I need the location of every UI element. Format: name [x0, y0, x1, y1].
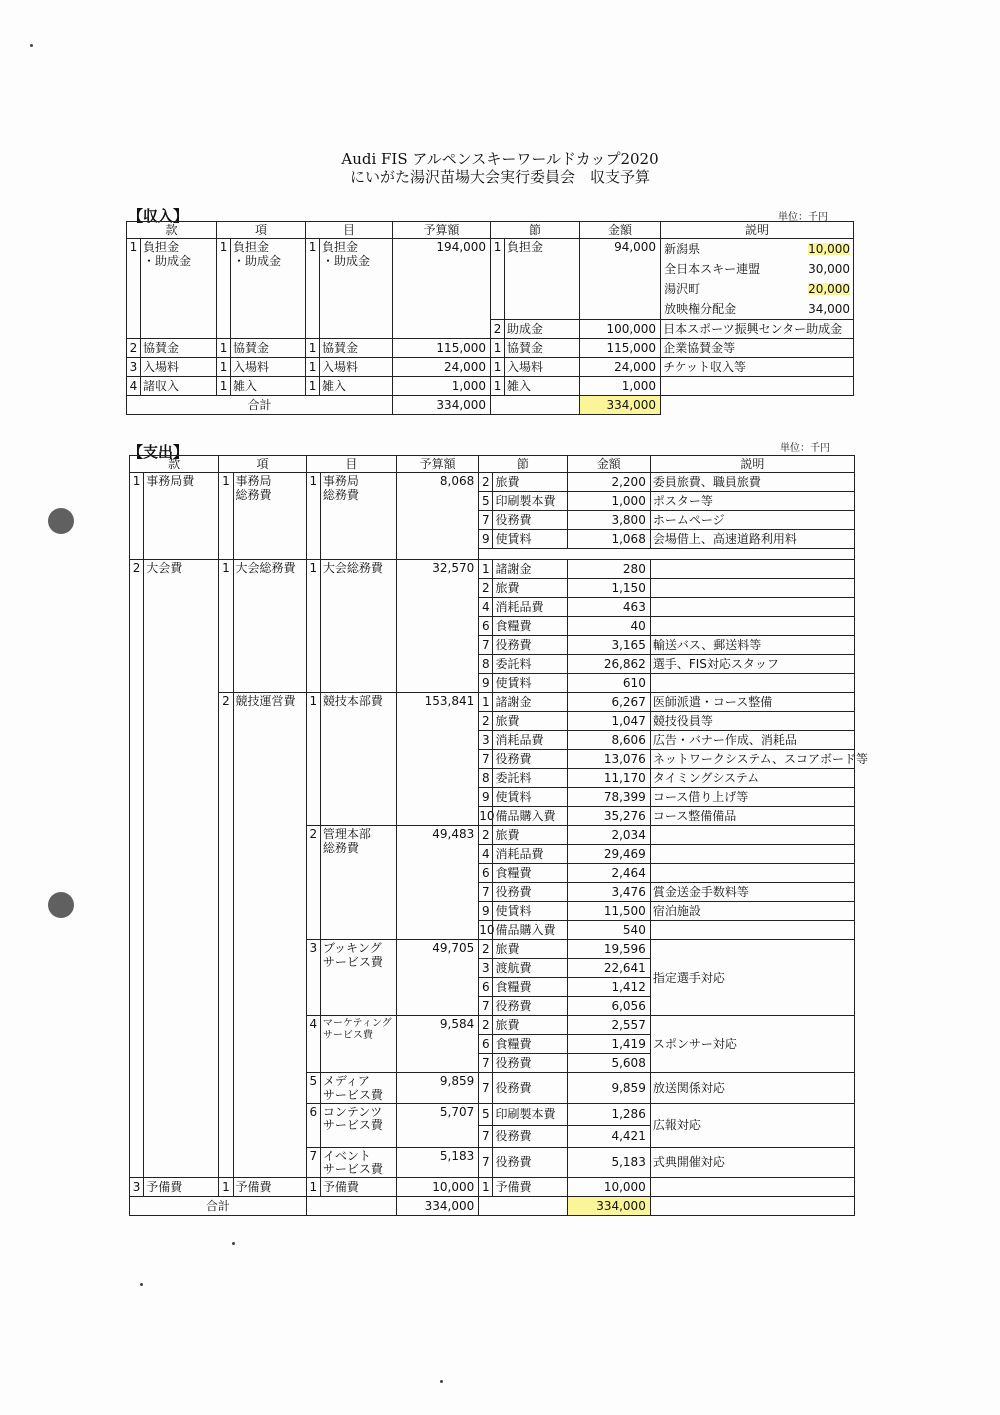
- amount-value: 8,606: [567, 731, 650, 750]
- kan-name: 協賛金: [141, 339, 217, 358]
- desc-text: [650, 560, 854, 579]
- kou-no: 1: [217, 358, 231, 377]
- desc-line: [663, 279, 851, 299]
- moku-name: メディア サービス費: [320, 1073, 396, 1104]
- setsu-name: 役務費: [493, 511, 567, 530]
- setsu-no: 9: [479, 674, 493, 693]
- income-row: [127, 239, 854, 320]
- amount-value: 24,000: [580, 358, 661, 377]
- setsu-name: 印刷製本費: [493, 492, 567, 511]
- expense-table: [129, 455, 868, 1216]
- moku-no: 3: [306, 940, 320, 1016]
- amount-value: 78,399: [567, 788, 650, 807]
- desc-text: コース借り上げ等: [650, 788, 854, 807]
- setsu-name: 協賛金: [505, 339, 580, 358]
- empty-cell: [491, 396, 580, 415]
- amount-value: 1,286: [567, 1103, 650, 1125]
- kou-no: 1: [219, 560, 233, 693]
- budget-value: 24,000: [393, 358, 491, 377]
- setsu-no: 2: [491, 320, 505, 339]
- moku-no: 2: [306, 826, 320, 940]
- desc-text: 広報対応: [650, 1103, 854, 1147]
- amount-value: 29,469: [567, 845, 650, 864]
- setsu-no: 6: [479, 617, 493, 636]
- desc-text: 式典開催対応: [650, 1147, 854, 1178]
- amount-value: 3,800: [567, 511, 650, 530]
- amount-value: 3,165: [567, 636, 650, 655]
- income-row: [127, 358, 854, 377]
- total-amount: 334,000: [567, 1197, 650, 1216]
- setsu-name: 諸謝金: [493, 560, 567, 579]
- desc-text: コース整備備品: [650, 807, 854, 826]
- amount-value: 94,000: [580, 239, 661, 320]
- setsu-name: 役務費: [493, 636, 567, 655]
- desc-item-name: 全日本スキー連盟: [664, 262, 761, 276]
- setsu-name: 食糧費: [493, 864, 567, 883]
- amount-value: 280: [567, 560, 650, 579]
- setsu-name: 旅費: [493, 1016, 567, 1035]
- setsu-no: 2: [479, 712, 493, 731]
- desc-line: [663, 299, 851, 319]
- moku-no: 1: [306, 560, 320, 693]
- desc-line: [663, 259, 851, 279]
- header-kan: 款: [127, 222, 217, 239]
- expense-section-label: 【支出】: [128, 443, 189, 461]
- empty-cell: [650, 1197, 854, 1216]
- moku-no: 6: [306, 1103, 320, 1147]
- amount-value: 11,170: [567, 769, 650, 788]
- kou-no: 1: [217, 239, 231, 339]
- moku-name: 大会総務費: [320, 560, 396, 693]
- setsu-no: 2: [479, 1016, 493, 1035]
- income-table: [126, 221, 854, 415]
- setsu-name: 旅費: [493, 579, 567, 598]
- expense-row: [130, 1178, 855, 1197]
- kan-name: 入場料: [141, 358, 217, 377]
- amount-value: 4,421: [567, 1125, 650, 1147]
- setsu-no: 9: [479, 788, 493, 807]
- setsu-no: 8: [479, 655, 493, 674]
- setsu-name: 役務費: [493, 997, 567, 1016]
- scan-speck: [140, 1283, 143, 1286]
- kan-no: 1: [130, 473, 144, 560]
- setsu-no: 5: [479, 1103, 493, 1125]
- moku-name: 雑入: [320, 377, 393, 396]
- kou-name: 入場料: [231, 358, 306, 377]
- total-amount: 334,000: [580, 396, 661, 415]
- amount-value: 9,859: [567, 1073, 650, 1104]
- scan-speck: [232, 1242, 235, 1245]
- moku-name: イベント サービス費: [320, 1147, 396, 1178]
- setsu-name: 旅費: [493, 473, 567, 492]
- desc-text: 輸送バス、郵送料等: [650, 636, 854, 655]
- expense-unit: 単位：千円: [780, 443, 830, 454]
- desc-text: 放送関係対応: [650, 1073, 854, 1104]
- kan-no: 4: [127, 377, 141, 396]
- amount-value: 3,476: [567, 883, 650, 902]
- doc-title-line1: Audi FIS アルペンスキーワールドカップ2020: [341, 150, 659, 168]
- amount-value: 1,412: [567, 978, 650, 997]
- header-kou: 項: [217, 222, 306, 239]
- setsu-name: 旅費: [493, 712, 567, 731]
- income-row: [127, 377, 854, 396]
- amount-value: 2,557: [567, 1016, 650, 1035]
- desc-text: 医師派遣・コース整備: [650, 693, 854, 712]
- kou-no: 2: [219, 693, 233, 1178]
- amount-value: 463: [567, 598, 650, 617]
- amount-value: 6,267: [567, 693, 650, 712]
- budget-value: 5,183: [397, 1147, 479, 1178]
- setsu-no: 8: [479, 769, 493, 788]
- moku-name: ブッキング サービス費: [320, 940, 396, 1016]
- budget-value: 115,000: [393, 339, 491, 358]
- setsu-no: 1: [491, 377, 505, 396]
- amount-value: 1,000: [580, 377, 661, 396]
- setsu-no: 7: [479, 1125, 493, 1147]
- moku-no: 1: [306, 377, 320, 396]
- setsu-no: 2: [479, 473, 493, 492]
- setsu-name: 使賃料: [493, 902, 567, 921]
- header-kou: 項: [219, 456, 306, 473]
- setsu-no: 2: [479, 826, 493, 845]
- amount-value: 1,068: [567, 530, 650, 549]
- setsu-no: 1: [479, 693, 493, 712]
- setsu-no: 7: [479, 883, 493, 902]
- expense-header-row: [130, 456, 855, 473]
- setsu-no: 1: [491, 358, 505, 377]
- budget-value: 5,707: [397, 1103, 479, 1147]
- amount-value: 10,000: [567, 1178, 650, 1197]
- amount-value: 2,034: [567, 826, 650, 845]
- empty-cell: [479, 549, 855, 560]
- kan-no: 3: [127, 358, 141, 377]
- header-desc: 説明: [650, 456, 854, 473]
- moku-no: 5: [306, 1073, 320, 1104]
- amount-value: 540: [567, 921, 650, 940]
- moku-name: 競技本部費: [320, 693, 396, 826]
- setsu-name: 諸謝金: [493, 693, 567, 712]
- setsu-name: 使賃料: [493, 674, 567, 693]
- total-label: 合計: [127, 396, 393, 415]
- kou-name: 予備費: [233, 1178, 306, 1197]
- desc-item-value: 10,000: [808, 242, 851, 256]
- header-amount: 金額: [567, 456, 650, 473]
- kou-no: 1: [217, 377, 231, 396]
- amount-value: 1,047: [567, 712, 650, 731]
- header-setsu: 節: [479, 456, 567, 473]
- income-total-row: [127, 396, 854, 415]
- desc-text: [650, 826, 854, 845]
- setsu-name: 印刷製本費: [493, 1103, 567, 1125]
- budget-value: 153,841: [397, 693, 479, 826]
- desc-text: 競技役員等: [650, 712, 854, 731]
- setsu-no: 2: [479, 579, 493, 598]
- desc-text: [650, 674, 854, 693]
- moku-no: 1: [306, 239, 320, 339]
- punch-hole-bottom: [48, 892, 74, 918]
- setsu-name: 役務費: [493, 1073, 567, 1104]
- setsu-no: 4: [479, 598, 493, 617]
- scan-speck: [440, 1380, 443, 1383]
- setsu-name: 委託料: [493, 655, 567, 674]
- moku-no: 1: [306, 339, 320, 358]
- moku-no: 1: [306, 473, 320, 560]
- income-row: [127, 339, 854, 358]
- setsu-name: 食糧費: [493, 617, 567, 636]
- desc-item-value: 20,000: [808, 282, 851, 296]
- budget-value: 49,705: [397, 940, 479, 1016]
- desc-breakdown: [661, 239, 854, 320]
- moku-name: マーケティング サービス費: [320, 1016, 396, 1073]
- scan-speck: [30, 44, 33, 47]
- setsu-name: 雑入: [505, 377, 580, 396]
- setsu-name: 助成金: [505, 320, 580, 339]
- kan-no: 2: [127, 339, 141, 358]
- setsu-name: 役務費: [493, 750, 567, 769]
- setsu-no: 10: [479, 807, 493, 826]
- kan-name: 負担金 ・助成金: [141, 239, 217, 339]
- amount-value: 13,076: [567, 750, 650, 769]
- moku-no: 7: [306, 1147, 320, 1178]
- setsu-no: 7: [479, 750, 493, 769]
- setsu-name: 旅費: [493, 940, 567, 959]
- expense-row: [130, 560, 855, 579]
- moku-name: 入場料: [320, 358, 393, 377]
- setsu-no: 6: [479, 978, 493, 997]
- desc-text: タイミングシステム: [650, 769, 854, 788]
- doc-title-line2: にいがた湯沢苗場大会実行委員会 収支予算: [349, 168, 650, 186]
- kan-no: 3: [130, 1178, 144, 1197]
- amount-value: 610: [567, 674, 650, 693]
- amount-value: 26,862: [567, 655, 650, 674]
- desc-text: 会場借上、高速道路利用料: [650, 530, 854, 549]
- income-header-row: [127, 222, 854, 239]
- budget-value: 49,483: [397, 826, 479, 940]
- setsu-name: 使賃料: [493, 530, 567, 549]
- amount-value: 5,183: [567, 1147, 650, 1178]
- expense-row: [130, 693, 855, 712]
- desc-text: チケット収入等: [661, 358, 854, 377]
- amount-value: 2,200: [567, 473, 650, 492]
- kan-name: 事務局費: [144, 473, 219, 560]
- setsu-no: 10: [479, 921, 493, 940]
- kou-name: 競技運営費: [233, 693, 306, 1178]
- amount-value: 19,596: [567, 940, 650, 959]
- setsu-no: 7: [479, 1054, 493, 1073]
- setsu-no: 6: [479, 864, 493, 883]
- kan-name: 諸収入: [141, 377, 217, 396]
- amount-value: 100,000: [580, 320, 661, 339]
- kou-name: 負担金 ・助成金: [231, 239, 306, 339]
- desc-text: 選手、FIS対応スタッフ: [650, 655, 854, 674]
- moku-no: 1: [306, 358, 320, 377]
- kou-name: 大会総務費: [233, 560, 306, 693]
- kou-name: 事務局 総務費: [233, 473, 306, 560]
- desc-text: [650, 921, 854, 940]
- total-label: 合計: [130, 1197, 307, 1216]
- desc-text: 日本スポーツ振興センター助成金: [661, 320, 854, 339]
- header-setsu: 節: [491, 222, 580, 239]
- setsu-name: 役務費: [493, 1147, 567, 1178]
- setsu-no: 7: [479, 636, 493, 655]
- header-desc: 説明: [661, 222, 854, 239]
- amount-value: 40: [567, 617, 650, 636]
- desc-item-value: 34,000: [808, 302, 851, 316]
- desc-text: 企業協賛金等: [661, 339, 854, 358]
- desc-line: [663, 239, 851, 259]
- desc-text: ポスター等: [650, 492, 854, 511]
- kou-name: 雑入: [231, 377, 306, 396]
- desc-text: 宿泊施設: [650, 902, 854, 921]
- desc-text: 賞金送金手数料等: [650, 883, 854, 902]
- kan-no: 2: [130, 560, 144, 1178]
- setsu-name: 備品購入費: [493, 807, 567, 826]
- desc-text: [650, 617, 854, 636]
- desc-text: ネットワークシステム、スコアボード等: [650, 750, 854, 769]
- moku-name: 協賛金: [320, 339, 393, 358]
- setsu-name: 渡航費: [493, 959, 567, 978]
- desc-item-name: 放映権分配金: [664, 302, 737, 316]
- setsu-no: 1: [491, 339, 505, 358]
- header-moku: 目: [306, 222, 393, 239]
- amount-value: 22,641: [567, 959, 650, 978]
- empty-cell: [306, 1197, 396, 1216]
- setsu-name: 消耗品費: [493, 598, 567, 617]
- setsu-name: 旅費: [493, 826, 567, 845]
- setsu-no: 3: [479, 959, 493, 978]
- setsu-name: 委託料: [493, 769, 567, 788]
- setsu-no: 7: [479, 511, 493, 530]
- amount-value: 35,276: [567, 807, 650, 826]
- moku-name: 負担金 ・助成金: [320, 239, 393, 339]
- desc-item-name: 湯沢町: [664, 282, 701, 296]
- budget-value: 1,000: [393, 377, 491, 396]
- kan-name: 予備費: [144, 1178, 219, 1197]
- moku-name: 予備費: [320, 1178, 396, 1197]
- header-budget: 予算額: [397, 456, 479, 473]
- amount-value: 1,150: [567, 579, 650, 598]
- desc-item-name: 新潟県: [664, 242, 701, 256]
- setsu-no: 6: [479, 1035, 493, 1054]
- total-budget: 334,000: [393, 396, 491, 415]
- setsu-name: 役務費: [493, 883, 567, 902]
- header-budget: 予算額: [393, 222, 491, 239]
- budget-value: 9,584: [397, 1016, 479, 1073]
- amount-value: 2,464: [567, 864, 650, 883]
- setsu-no: 7: [479, 997, 493, 1016]
- setsu-name: 入場料: [505, 358, 580, 377]
- setsu-name: 使賃料: [493, 788, 567, 807]
- desc-item-value: 30,000: [808, 262, 851, 276]
- budget-value: 10,000: [397, 1178, 479, 1197]
- setsu-no: 3: [479, 731, 493, 750]
- setsu-no: 7: [479, 1073, 493, 1104]
- setsu-no: 5: [479, 492, 493, 511]
- desc-text: 広告・バナー作成、消耗品: [650, 731, 854, 750]
- setsu-no: 1: [491, 239, 505, 320]
- income-section-label: 【収入】: [128, 207, 189, 225]
- moku-no: 4: [306, 1016, 320, 1073]
- setsu-no: 7: [479, 1147, 493, 1178]
- expense-total-row: [130, 1197, 855, 1216]
- kou-no: 1: [219, 1178, 233, 1197]
- setsu-name: 食糧費: [493, 978, 567, 997]
- desc-text: [650, 598, 854, 617]
- punch-hole-top: [48, 508, 74, 534]
- setsu-name: 消耗品費: [493, 731, 567, 750]
- empty-cell: [661, 396, 854, 415]
- kan-name: 大会費: [144, 560, 219, 1178]
- setsu-name: 予備費: [493, 1178, 567, 1197]
- desc-text: スポンサー対応: [650, 1016, 854, 1073]
- moku-no: 1: [306, 1178, 320, 1197]
- amount-value: 11,500: [567, 902, 650, 921]
- kou-no: 1: [219, 473, 233, 560]
- moku-name: 管理本部 総務費: [320, 826, 396, 940]
- total-budget: 334,000: [397, 1197, 479, 1216]
- expense-body: [130, 473, 868, 1216]
- amount-value: 6,056: [567, 997, 650, 1016]
- setsu-name: 役務費: [493, 1054, 567, 1073]
- setsu-no: 1: [479, 1178, 493, 1197]
- setsu-name: 役務費: [493, 1125, 567, 1147]
- desc-text: ホームページ: [650, 511, 854, 530]
- setsu-no: 9: [479, 902, 493, 921]
- setsu-name: 備品購入費: [493, 921, 567, 940]
- setsu-name: 消耗品費: [493, 845, 567, 864]
- setsu-no: 1: [479, 560, 493, 579]
- moku-name: コンテンツ サービス費: [320, 1103, 396, 1147]
- kou-no: 1: [217, 339, 231, 358]
- moku-no: 1: [306, 693, 320, 826]
- amount-value: 1,419: [567, 1035, 650, 1054]
- moku-name: 事務局 総務費: [320, 473, 396, 560]
- desc-text: 指定選手対応: [650, 940, 854, 1016]
- setsu-no: 2: [479, 940, 493, 959]
- expense-row: [130, 473, 855, 492]
- setsu-no: 4: [479, 845, 493, 864]
- budget-value: 32,570: [397, 560, 479, 693]
- kou-name: 協賛金: [231, 339, 306, 358]
- header-amount: 金額: [580, 222, 661, 239]
- empty-cell: [479, 1197, 567, 1216]
- header-moku: 目: [306, 456, 396, 473]
- amount-value: 115,000: [580, 339, 661, 358]
- desc-text: [661, 377, 854, 396]
- income-unit: 単位：千円: [778, 212, 828, 223]
- header-kan: 款: [130, 456, 219, 473]
- amount-value: 1,000: [567, 492, 650, 511]
- desc-text: [650, 845, 854, 864]
- kan-no: 1: [127, 239, 141, 339]
- desc-text: [650, 579, 854, 598]
- budget-value: 8,068: [397, 473, 479, 560]
- desc-text: 委員旅費、職員旅費: [650, 473, 854, 492]
- desc-text: [650, 864, 854, 883]
- budget-value: 194,000: [393, 239, 491, 339]
- amount-value: 5,608: [567, 1054, 650, 1073]
- setsu-no: 9: [479, 530, 493, 549]
- setsu-name: 食糧費: [493, 1035, 567, 1054]
- budget-value: 9,859: [397, 1073, 479, 1104]
- setsu-name: 負担金: [505, 239, 580, 320]
- desc-text: [650, 1178, 854, 1197]
